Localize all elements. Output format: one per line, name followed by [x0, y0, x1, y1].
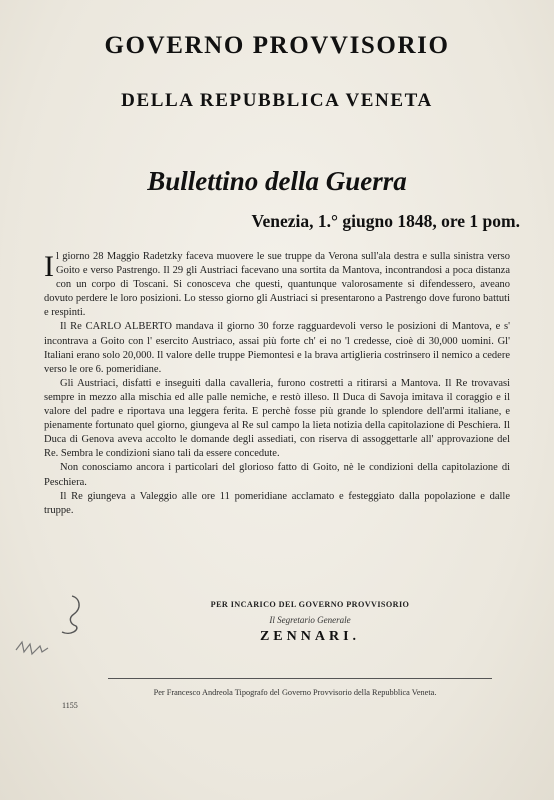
paragraph-1-text: l giorno 28 Maggio Radetzky faceva muovere le sue truppe da Verona sull'ala destra e sulla sinistra verso Goito e verso Pastrengo. Il 29 gli Austriaci facevano una sortita da Mantova, incontrandosi a poca distanza con un corpo di Toscani. Si conosceva che questi, quantunque valorosamente si difendessero, aveano dovuto perdere le loro posizioni. Lo stesso giorno gli Austriaci si presentarono a Pastrengo dove furono battuti e respinti. — [44, 251, 510, 319]
footer-divider — [108, 678, 492, 679]
header-line1: GOVERNO PROVVISORIO — [104, 32, 450, 59]
bulletin-title: Bullettino della Guerra — [147, 166, 407, 196]
signature-role: Il Segretario Generale — [269, 615, 351, 625]
print-number: 1155 — [62, 701, 78, 710]
signature-name: ZENNARI. — [259, 629, 361, 644]
handwritten-signature-mark-icon — [10, 590, 90, 680]
paragraph-2: Il Re CARLO ALBERTO mandava il giorno 30 forze ragguardevoli verso le posizioni di Mantova, e s' incontrava a Goito con l' esercito Austriaco, assai più forte ch' ei no 'l credesse, cioè di 30,000 uomini. Gl' Italiani erano solo 20,000. Il valore delle truppe Piemontesi e la brava artiglieria costrinsero il nemico a cedere verso le ore 6. pomeridiane. — [44, 321, 510, 375]
paragraph-1 — [44, 250, 510, 320]
drop-cap: I — [44, 250, 54, 283]
printer-imprint: Per Francesco Andreola Tipografo del Governo Provvisorio della Repubblica Veneta. — [153, 688, 437, 697]
signature-authority: PER INCARICO DEL GOVERNO PROVVISORIO — [210, 600, 410, 609]
header-line2: DELLA REPUBBLICA VENETA — [121, 90, 433, 111]
paragraph-5: Il Re giungeva a Valeggio alle ore 11 pomeridiane acclamato e festeggiato dalla popolazione e dalle truppe. — [44, 490, 510, 516]
dateline: Venezia, 1.° giugno 1848, ore 1 pom. — [251, 211, 520, 231]
bulletin-body — [44, 250, 510, 518]
paragraph-3: Gli Austriaci, disfatti e inseguiti dalla cavalleria, furono costretti a ritirarsi a Mantova. Il Re trovavasi sempre in mezzo alla mischia ed alle palle nemiche, e restò illeso. Il Duca di Savoja imitava il coraggio e il valore del padre e riportava una leggera ferita. E perchè fosse più grande lo splendore dell'armi italiane, e pienamente fortunato quel giorno, giungeva al Re sul campo la lieta notizia della capitolazione di Peschiera. Il Duca di Genova aveva accolto le domande degli assediati, con riserva di assoggettarle all' approvazione del Re. Sembra le condizioni siano tali da essere concedute. — [44, 377, 510, 460]
paragraph-4: Non conosciamo ancora i particolari del glorioso fatto di Goito, nè le condizioni della capitolazione di Peschiera. — [44, 462, 510, 488]
